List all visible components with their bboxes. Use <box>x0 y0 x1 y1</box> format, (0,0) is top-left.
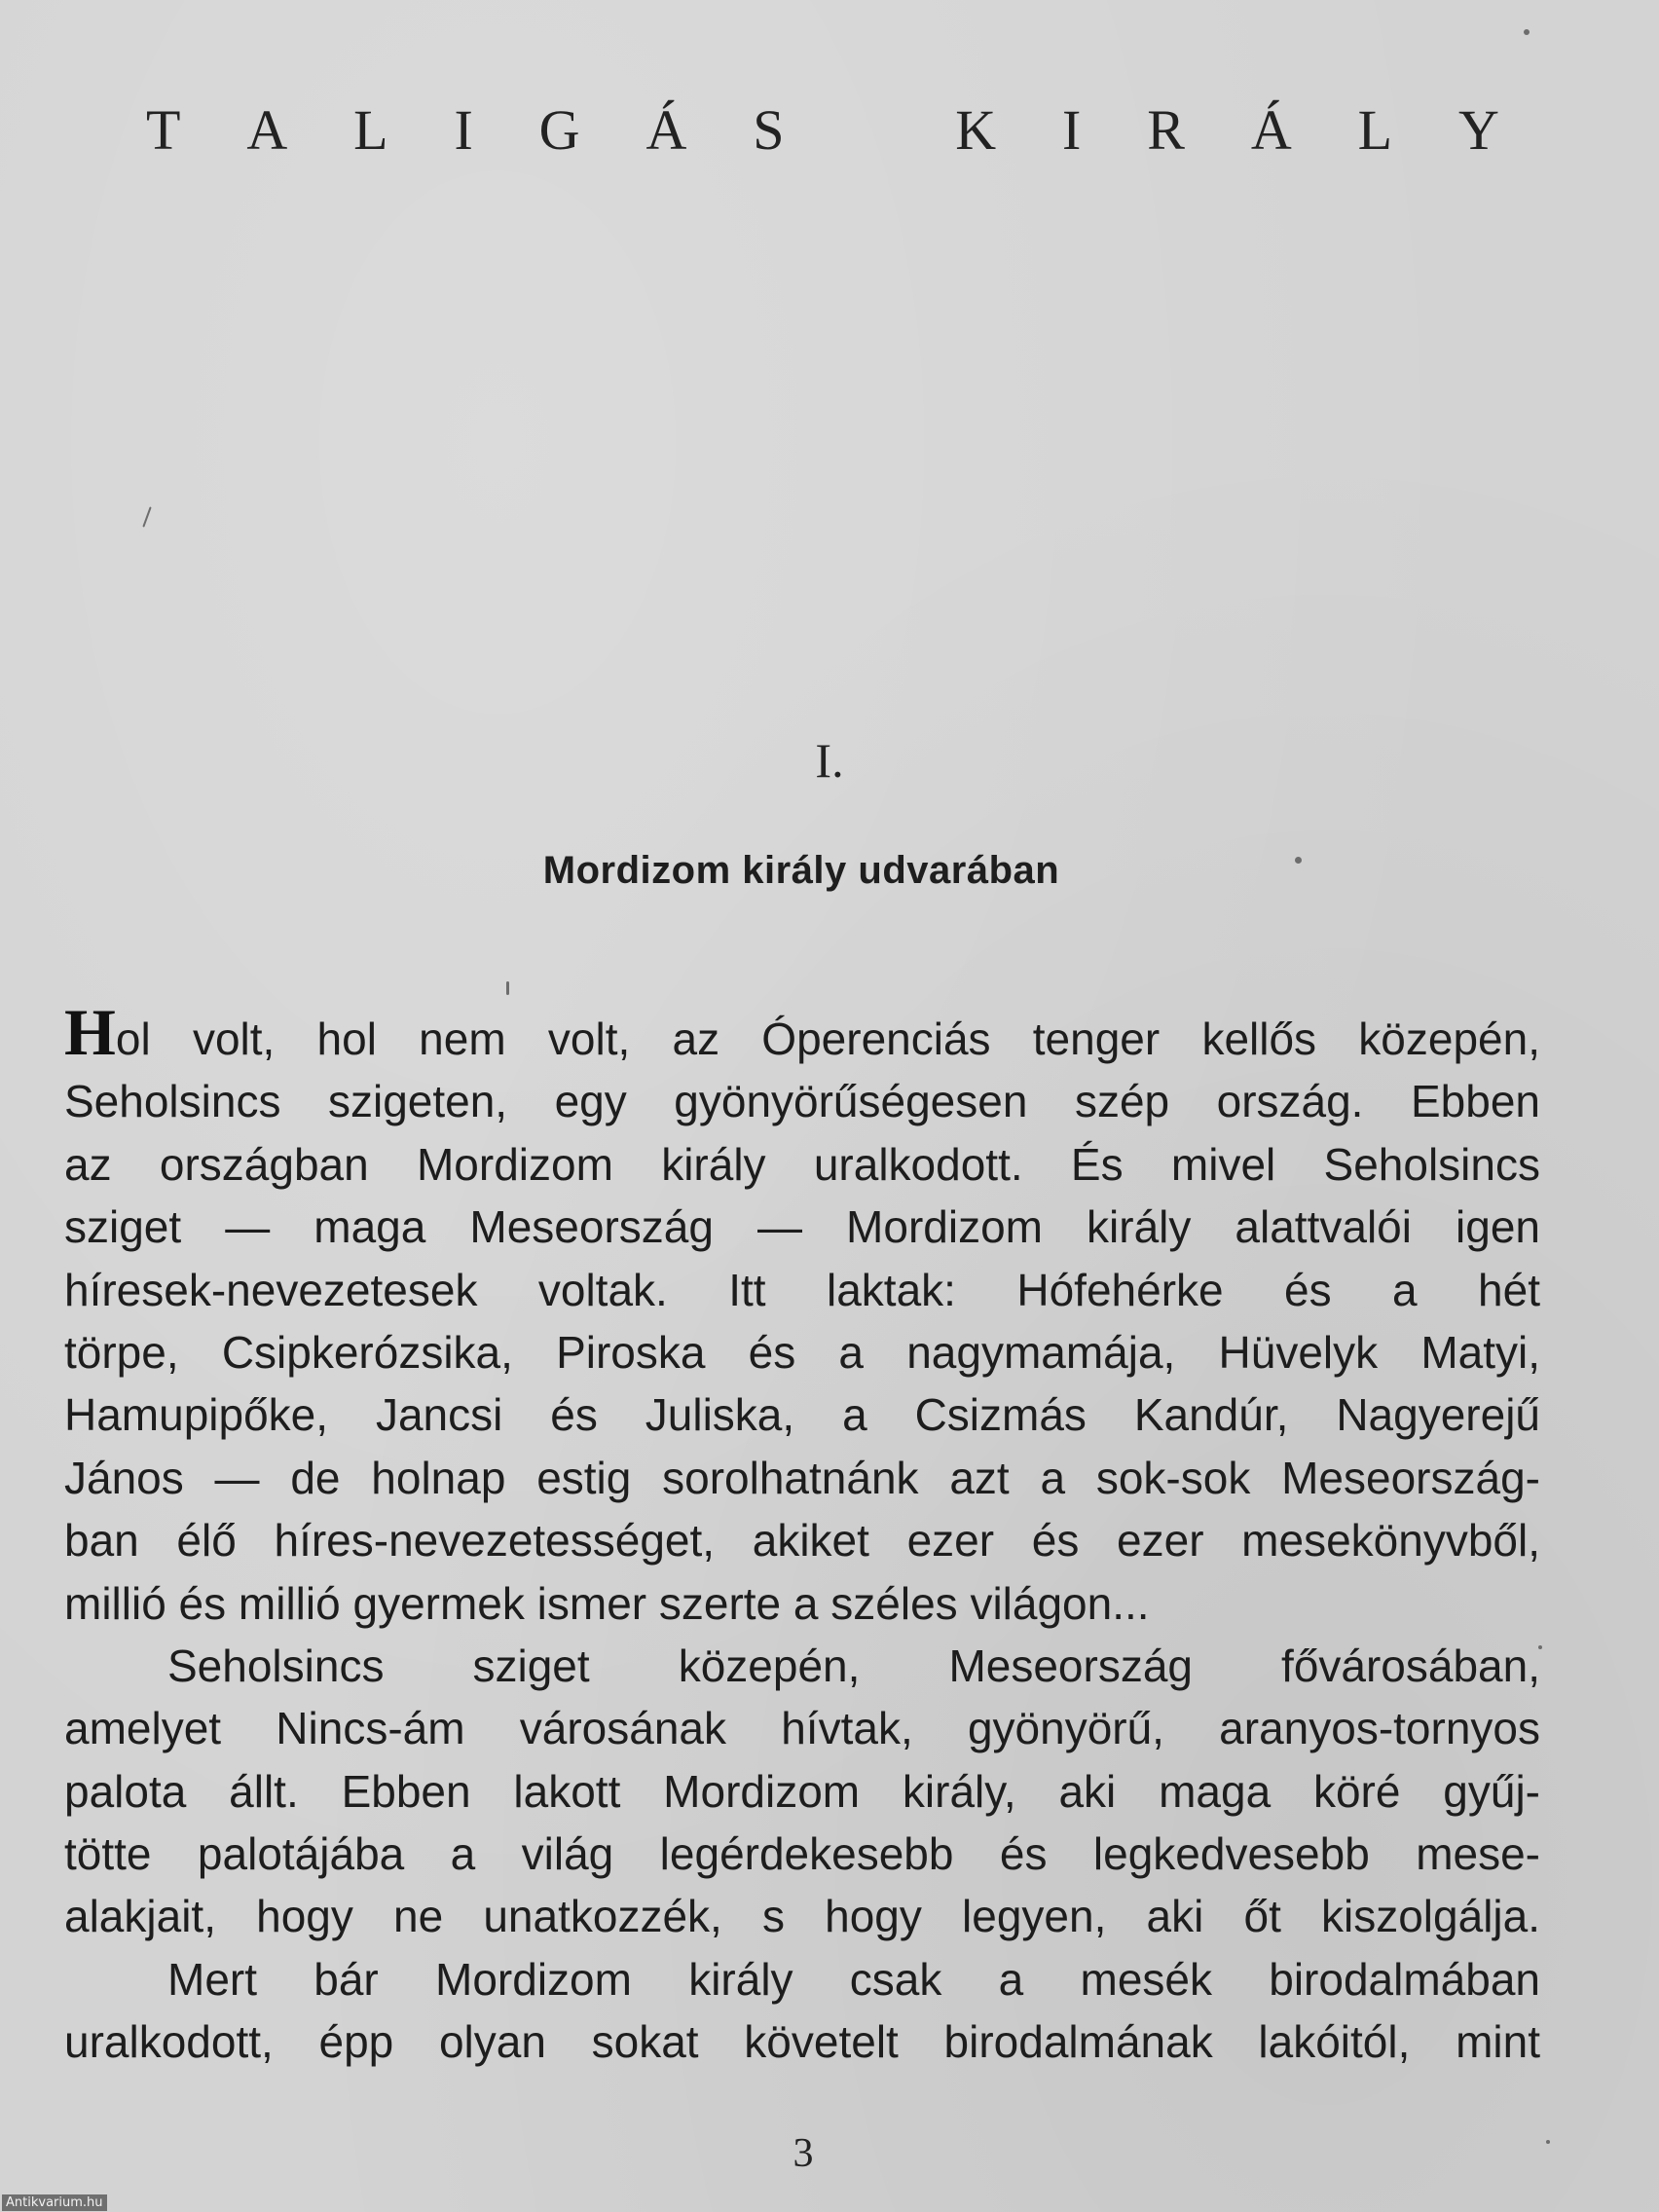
running-head-letter: S <box>753 98 785 162</box>
body-text <box>64 1008 1540 2074</box>
text-line: Hamupipőke, Jancsi és Juliska, a Csizmás Kandúr, Nagyerejű <box>64 1389 1540 1441</box>
paper-speck <box>142 506 151 527</box>
text-line: millió és millió gyermek ismer szerte a széles világon... <box>64 1577 1150 1629</box>
running-head-letter: Y <box>1457 98 1499 162</box>
watermark: Antikvarium.hu <box>2 2194 107 2211</box>
text-line: ban élő híres-nevezetességet, akiket ezer és ezer mesekönyvből, <box>64 1515 1540 1567</box>
running-head-letter: T <box>146 98 181 162</box>
running-head-letter: I <box>454 98 473 162</box>
text-line: híresek-nevezetesek voltak. Itt laktak: Hófehérke és a hét <box>64 1264 1540 1315</box>
text-line: Mert bár Mordizom király csak a mesék birodalmában <box>167 1953 1540 2005</box>
chapter-title: Mordizom király udvarában <box>542 849 1060 892</box>
text-line: uralkodott, épp olyan sokat követelt birodalmának lakóitól, mint <box>64 2016 1540 2068</box>
running-head-letter: Á <box>645 98 687 162</box>
running-head-letter: G <box>538 98 580 162</box>
page-number: 3 <box>793 2131 814 2176</box>
drop-cap: H <box>64 1008 116 1069</box>
text-line: tötte palotájába a világ legérdekesebb és legkedvesebb mese- <box>64 1828 1540 1880</box>
running-head-letter: I <box>1062 98 1082 162</box>
text-line: az országban Mordizom király uralkodott. És mivel Seholsincs <box>64 1138 1540 1190</box>
word-gap <box>850 97 889 163</box>
text-line: sziget — maga Meseország — Mordizom király alattvalói igen <box>64 1201 1540 1253</box>
text-line: alakjait, hogy ne unatkozzék, s hogy legyen, aki őt kiszolgálja. <box>64 1891 1540 1942</box>
running-head-letter: K <box>955 98 997 162</box>
running-head-letter: Á <box>1250 98 1292 162</box>
text-line: amelyet Nincs-ám városának hívtak, gyönyörű, aranyos-tornyos <box>64 1703 1540 1754</box>
paper-speck <box>1524 29 1530 35</box>
running-head-letter: R <box>1147 98 1185 162</box>
text-line: János — de holnap estig sorolhatnánk azt a sok-sok Meseország- <box>64 1452 1540 1503</box>
running-head-letter: A <box>246 98 288 162</box>
running-head <box>146 97 1499 163</box>
text-line: palota állt. Ebben lakott Mordizom király, aki maga köré gyűj- <box>64 1765 1540 1817</box>
text-line: törpe, Csipkerózsika, Piroska és a nagymamája, Hüvelyk Matyi, <box>64 1326 1540 1378</box>
text-line: Seholsincs sziget közepén, Meseország fővárosában, <box>167 1640 1540 1691</box>
text-line-content: ol volt, hol nem volt, az Óperenciás tenger kellős közepén, <box>115 1014 1540 1064</box>
paper-speck <box>506 981 509 995</box>
running-head-letter: L <box>1357 98 1393 162</box>
running-head-letter: L <box>353 98 388 162</box>
text-line <box>64 1008 1540 1070</box>
chapter-number: I. <box>815 733 844 788</box>
text-line: Seholsincs szigeten, egy gyönyörűségesen szép ország. Ebben <box>64 1076 1540 1127</box>
